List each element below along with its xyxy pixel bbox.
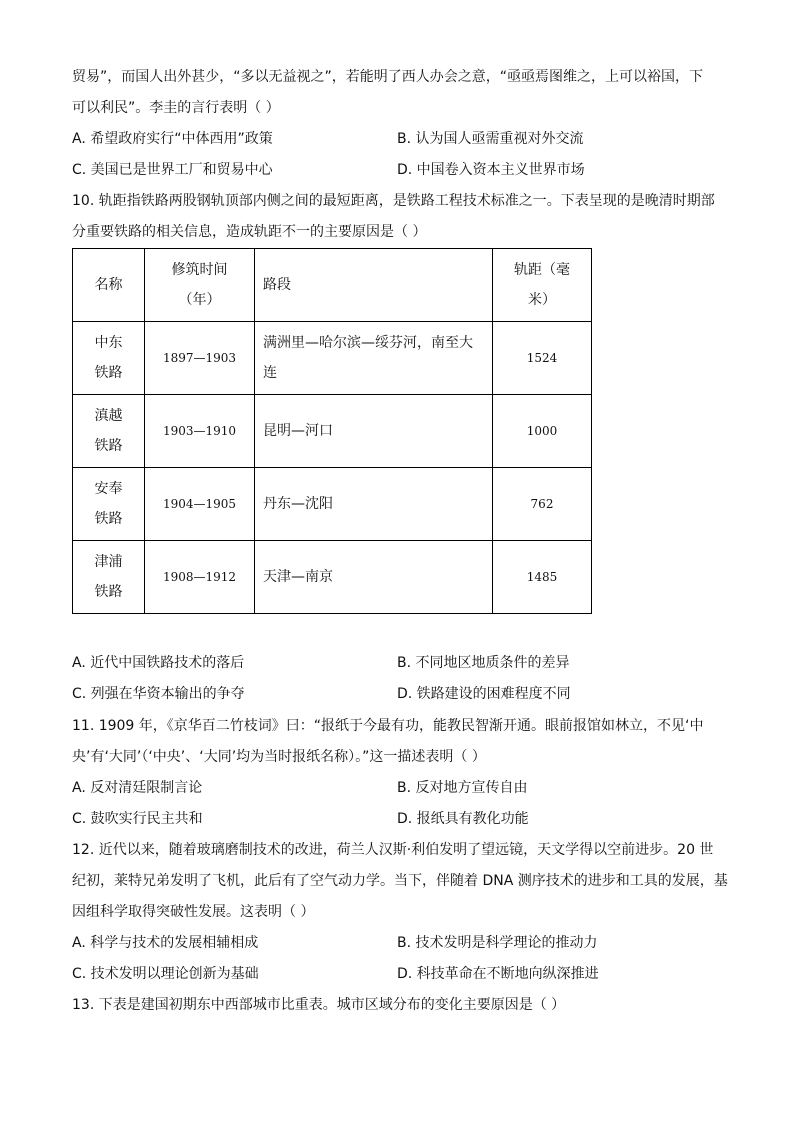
q12-option-c: C. 技术发明以理论创新为基础 [72, 966, 259, 982]
q11-option-b: B. 反对地方宣传自由 [397, 780, 528, 796]
table-row [73, 468, 592, 541]
cell-gauge: 1000 [493, 395, 592, 468]
q10-option-b: B. 不同地区地质条件的差异 [397, 655, 570, 671]
q11-option-c: C. 鼓吹实行民主共和 [72, 811, 203, 827]
cell-route: 昆明—河口 [255, 395, 493, 468]
q9-option-b: B. 认为国人亟需重视对外交流 [397, 131, 584, 147]
table-row [73, 322, 592, 395]
q12-option-a: A. 科学与技术的发展相辅相成 [72, 935, 259, 951]
cell-years: 1903—1910 [145, 395, 255, 468]
header-route: 路段 [255, 249, 493, 322]
q9-option-a: A. 希望政府实行“中体西用”政策 [72, 131, 273, 147]
q13-text-line1: 13. 下表是建国初期东中西部城市比重表。城市区域分布的变化主要原因是（ ） [72, 997, 566, 1013]
cell-years: 1897—1903 [145, 322, 255, 395]
q11-text-line1: 11. 1909 年，《京华百二竹枝词》曰：“报纸于今最有功，能教民智渐开通。眼前报馆如林立，不见‘中 [72, 718, 704, 734]
table-row [73, 541, 592, 614]
q9-option-c: C. 美国已是世界工厂和贸易中心 [72, 162, 273, 178]
cell-route: 满洲里—哈尔滨—绥芬河，南至大连 [255, 322, 493, 395]
railway-table [72, 248, 592, 614]
q10-option-d: D. 铁路建设的困难程度不同 [397, 686, 571, 702]
q11-option-a: A. 反对清廷限制言论 [72, 780, 203, 796]
cell-route: 天津—南京 [255, 541, 493, 614]
q12-text-line2: 纪初，莱特兄弟发明了飞机，此后有了空气动力学。当下，伴随着 DNA 测序技术的进步和工具的发展，基 [72, 873, 728, 889]
cell-route: 丹东—沈阳 [255, 468, 493, 541]
table-row [73, 395, 592, 468]
q10-option-a: A. 近代中国铁路技术的落后 [72, 655, 245, 671]
header-name: 名称 [73, 249, 145, 322]
header-gauge: 轨距（毫米） [493, 249, 592, 322]
q10-option-c: C. 列强在华资本输出的争夺 [72, 686, 245, 702]
q9-option-d: D. 中国卷入资本主义世界市场 [397, 162, 585, 178]
q9-text-line2: 可以利民”。李圭的言行表明（ ） [72, 100, 280, 116]
q11-option-d: D. 报纸具有教化功能 [397, 811, 529, 827]
header-years: 修筑时间（年） [145, 249, 255, 322]
cell-name: 安奉铁路 [73, 468, 145, 541]
cell-gauge: 1524 [493, 322, 592, 395]
q9-text-line1: 贸易”，而国人出外甚少，“多以无益视之”，若能明了西人办会之意，“亟亟焉图维之，上可以裕国，下 [72, 69, 704, 85]
cell-name: 中东铁路 [73, 322, 145, 395]
q12-option-d: D. 科技革命在不断地向纵深推进 [397, 966, 599, 982]
q12-text-line3: 因组科学取得突破性发展。这表明（ ） [72, 904, 315, 920]
q11-text-line2: 央’有‘大同’（‘中央’、‘大同’均为当时报纸名称）。”这一描述表明（ ） [72, 749, 486, 765]
cell-name: 滇越铁路 [73, 395, 145, 468]
q10-text-line1: 10. 轨距指铁路两股钢轨顶部内侧之间的最短距离，是铁路工程技术标准之一。下表呈现的是晚清时期部 [72, 193, 715, 209]
cell-name: 津浦铁路 [73, 541, 145, 614]
q12-text-line1: 12. 近代以来，随着玻璃磨制技术的改进，荷兰人汉斯·利伯发明了望远镜，天文学得以空前进步。20 世 [72, 842, 714, 858]
table-header-row [73, 249, 592, 322]
q10-text-line2: 分重要铁路的相关信息，造成轨距不一的主要原因是（ ） [72, 224, 427, 240]
cell-gauge: 1485 [493, 541, 592, 614]
q12-option-b: B. 技术发明是科学理论的推动力 [397, 935, 598, 951]
cell-gauge: 762 [493, 468, 592, 541]
cell-years: 1904—1905 [145, 468, 255, 541]
cell-years: 1908—1912 [145, 541, 255, 614]
